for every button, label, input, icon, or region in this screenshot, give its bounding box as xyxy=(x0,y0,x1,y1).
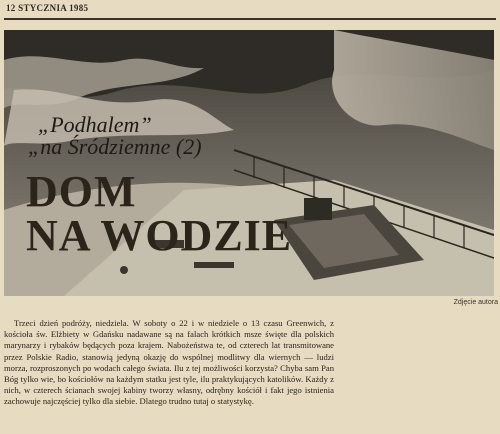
article-headline xyxy=(26,167,366,260)
kicker-line-2: „na Śródziemne (2) xyxy=(28,134,202,159)
header-rule xyxy=(4,18,496,20)
page-header-date: 12 STYCZNIA 1985 xyxy=(6,3,89,13)
article-kicker xyxy=(28,114,268,158)
article-body xyxy=(4,318,334,434)
headline-line-2: NA WODZIE xyxy=(26,211,293,260)
body-paragraph: Trzeci dzień podróży, niedziela. W soboty o 22 i w niedziele o 13 czasu Greenwich, z kościoła św. Elżbiety w Gdańsku nadawane są na falach krótkich msze święte dla polskich marynarzy i rybaków będących poza krajem. Nabożeństwa te, od czterech lat transmitowane przez Polskie Radio, stanowią jedyną okazję do wspólnej modlitwy dla wiernych — ludzi morza, rozproszonych po wodach całego świata. Ilu z tej możliwości korzysta? Chyba sam Pan Bóg tylko wie, bo kościołów na każdym statku jest tyle, ilu praktykujących katolików. Każdy z nich, w czterech ścianach swojej kabiny tworzy własny, odrębny kościół i fakt jego istnienia zachowuje najczęściej tylko dla siebie. Dlatego trudno tutaj o statystykę. xyxy=(4,318,334,407)
headline-line-1: DOM xyxy=(26,167,137,216)
photo-credit: Zdjęcie autora xyxy=(453,299,498,306)
kicker-line-1: „Podhalem” xyxy=(38,112,152,137)
